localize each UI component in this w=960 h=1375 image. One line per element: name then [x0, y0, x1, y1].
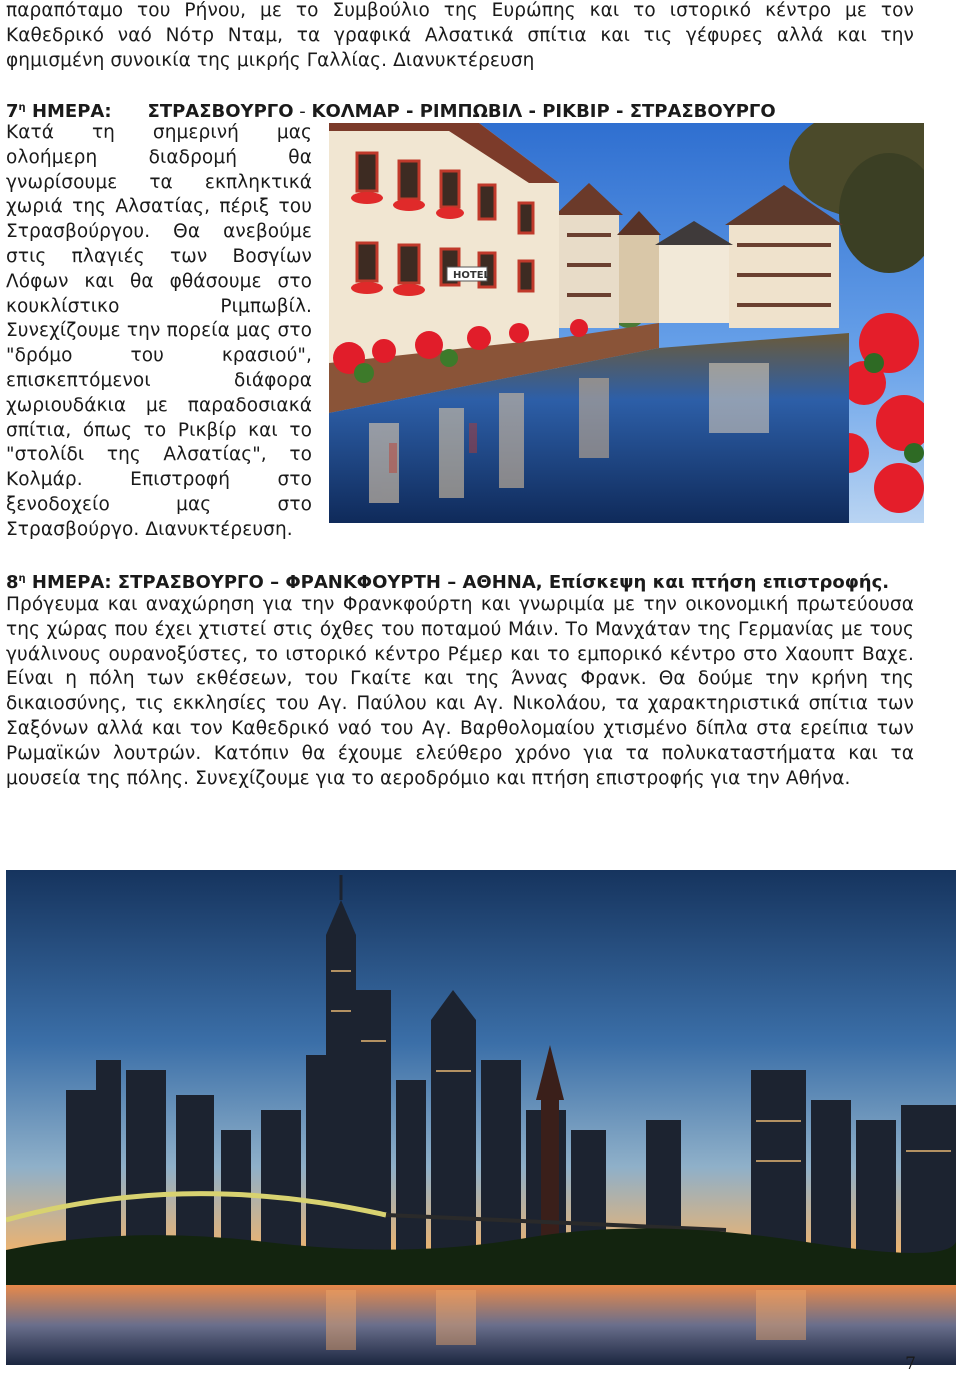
- day7-ordinal: η: [18, 102, 26, 113]
- day7-description: Κατά τη σημερινή μας ολοήμερη διαδρομή θα γνωρίσουμε τα εκπληκτικά χωριά της Αλσατίας, πέριξ του Στρασβούργου. Θα ανεβούμε στις πλαγιές των Βοσγίων Λόφων και θα φθάσουμε στο κουκλίστικο Ριμπωβίλ. Συνεχίζουμε την πορεία μας στο "δρόμο του κρασιού", επισκεπτόμενοι διάφορα χωριουδάκια με παραδοσιακά σπίτια, όπως το Ρικβίρ και το "στολίδι της Αλσατίας", το Κολμάρ. Επιστροφή στο ξενοδοχείο μας στο Στρασβούργο. Διανυκτέρευση.: [6, 122, 312, 540]
- photo-hotel-sign: HOTEL: [453, 270, 490, 281]
- intro-paragraph: παραπόταμο του Ρήνου, με το Συμβούλιο της Ευρώπης και το ιστορικό κέντρο με τον Καθεδρικό ναό Νότρ Νταμ, τα γραφικά Αλσατικά σπίτια και τις γέφυρες αλλά και την φημισμένη συνοικία της μικρής Γαλλίας. Διανυκτέρευση: [6, 0, 914, 71]
- day8-ordinal: η: [18, 573, 26, 584]
- page-number: 7: [905, 1354, 916, 1374]
- strasbourg-canal-photo: [329, 123, 924, 523]
- day7-route-separator: -: [293, 101, 312, 122]
- day8-heading: [6, 568, 889, 594]
- day7-heading: [6, 97, 776, 123]
- day8-number: 8: [6, 572, 19, 593]
- day7-label: ΗΜΕΡΑ:: [31, 101, 112, 122]
- day8-description: Πρόγευμα και αναχώρηση για την Φρανκφούρτη και γνωριμία με την οικονομική πρωτεύουσα της χώρας που έχει χτιστεί στις όχθες του ποταμού Μάιν. Το Μανχάταν της Γερμανίας με τους γυάλινους ουρανοξύστες, το ιστορικό κέντρο Ρέμερ και το εμπορικό κέντρο στο Χαουπτ Βαχε. Είναι η πόλη των εκθέσεων, του Γκαίτε και της Άννας Φρανκ. Θα δούμε την κρήνη της δικαιοσύνης, τις εκκλησίες του Αγ. Παύλου και Αγ. Νικολάου, τα χαρακτηριστικά σπίτια των Σαξόνων αλλά και τον Καθεδρικό ναό του Αγ. Βαρθολομαίου χτισμένο δίπλα στα ερείπια των Ρωμαϊκών λουτρών. Κατόπιν θα έχουμε ελεύθερο χρόνο για τα πολυκαταστήματα και τα μουσεία της πόλης. Συνεχίζουμε για το αεροδρόμιο και πτήση επιστροφής για την Αθήνα.: [6, 594, 914, 789]
- day7-route-start: ΣΤΡΑΣΒΟΥΡΓΟ: [147, 101, 294, 122]
- frankfurt-skyline-photo: [6, 870, 956, 1365]
- day8-heading-text: ΗΜΕΡΑ: ΣΤΡΑΣΒΟΥΡΓΟ – ΦΡΑΝΚΦΟΥΡΤΗ – ΑΘΗΝΑ, Επίσκεψη και πτήση επιστροφής.: [25, 572, 890, 593]
- day7-number: 7: [6, 101, 19, 122]
- day7-route-rest: ΚΟΛΜΑΡ - ΡΙΜΠΩΒΙΛ - ΡΙΚΒΙΡ - ΣΤΡΑΣΒΟΥΡΓΟ: [311, 101, 776, 122]
